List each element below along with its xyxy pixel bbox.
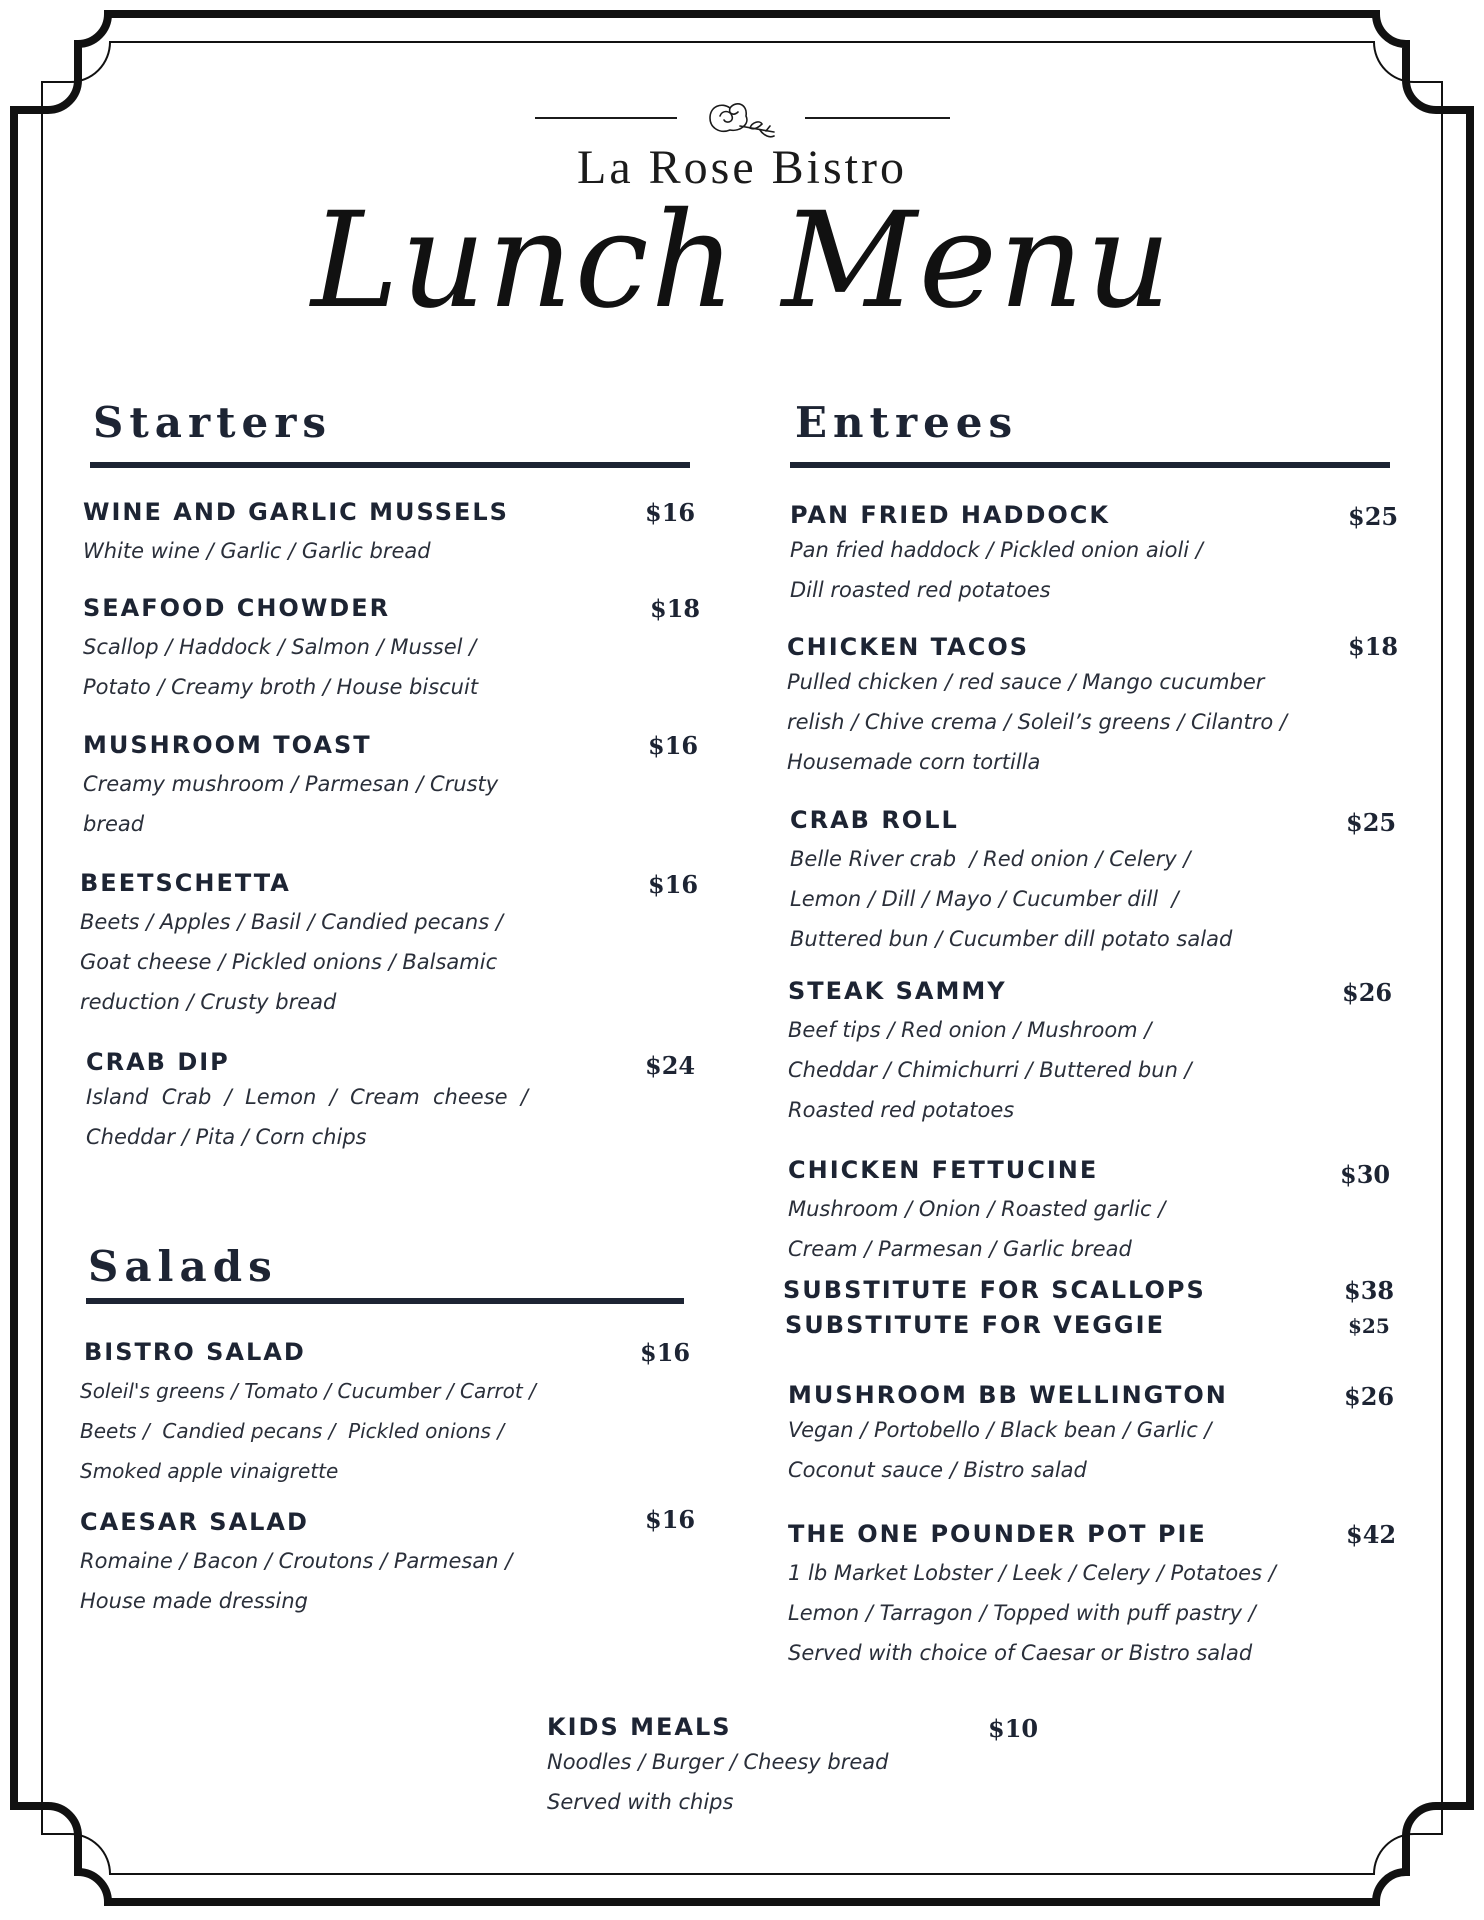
item-price: $26: [1344, 1382, 1395, 1411]
item-price: $16: [645, 498, 696, 527]
desc-line: Soleil's greens / Tomato / Cucumber / Carrot /: [80, 1379, 536, 1403]
item-price: $16: [645, 1505, 696, 1534]
menu-item-seafood-chowder: [83, 593, 683, 707]
item-name: CRAB DIP: [86, 1048, 230, 1076]
substitute-scallops: SUBSTITUTE FOR SCALLOPS: [783, 1276, 1206, 1304]
item-description: [547, 1742, 1147, 1822]
brand-name: La Rose Bistro: [577, 141, 907, 194]
substitute-price: $25: [1348, 1314, 1390, 1338]
menu-item-wine-garlic-mussels: [83, 497, 683, 571]
section-rule-starters: [90, 462, 690, 468]
desc-line: Coconut sauce / Bistro salad: [788, 1458, 1087, 1482]
item-name: SEAFOOD CHOWDER: [83, 594, 391, 622]
item-price: $42: [1346, 1520, 1397, 1549]
desc-line: Beef tips / Red onion / Mushroom /: [788, 1018, 1152, 1042]
desc-line: Creamy mushroom / Parmesan / Crusty: [83, 772, 499, 796]
desc-line: Roasted red potatoes: [788, 1098, 1015, 1122]
desc-line: Housemade corn tortilla: [787, 750, 1041, 774]
desc-line: Scallop / Haddock / Salmon / Mussel /: [83, 635, 477, 659]
item-description: [790, 839, 1390, 959]
item-description: [788, 1189, 1388, 1269]
item-description: [80, 1541, 680, 1621]
item-price: $26: [1342, 978, 1393, 1007]
menu-item-pan-fried-haddock: [790, 500, 1390, 610]
desc-line: Pulled chicken / red sauce / Mango cucumber: [787, 670, 1265, 694]
menu-item-kids-meals: [547, 1712, 1147, 1822]
header-rule-left: [535, 117, 677, 119]
desc-line: Belle River crab / Red onion / Celery /: [790, 847, 1191, 871]
item-name: PAN FRIED HADDOCK: [790, 501, 1110, 529]
desc-line: Vegan / Portobello / Black bean / Garlic /: [788, 1418, 1212, 1442]
item-price: $24: [645, 1051, 696, 1080]
item-name: CHICKEN TACOS: [787, 633, 1030, 661]
item-name: THE ONE POUNDER POT PIE: [788, 1520, 1207, 1548]
desc-line: House made dressing: [80, 1589, 308, 1613]
item-description: [80, 902, 680, 1022]
item-name: BEETSCHETTA: [80, 869, 291, 897]
item-name: CRAB ROLL: [790, 806, 959, 834]
item-price: $16: [640, 1338, 691, 1367]
item-price: $25: [1346, 808, 1397, 837]
item-price: $25: [1348, 502, 1399, 531]
desc-line: Mushroom / Onion / Roasted garlic /: [788, 1197, 1166, 1221]
menu-item-bistro-salad: [80, 1337, 684, 1491]
item-price: $30: [1340, 1160, 1391, 1189]
desc-line: Lemon / Tarragon / Topped with puff pastry /: [788, 1601, 1256, 1625]
item-name: BISTRO SALAD: [84, 1338, 306, 1366]
item-price: $18: [650, 594, 701, 623]
desc-line: Pan fried haddock / Pickled onion aioli /: [790, 538, 1203, 562]
item-description: [83, 531, 683, 571]
substitute-veggie: SUBSTITUTE FOR VEGGIE: [785, 1311, 1165, 1339]
desc-line: Cheddar / Pita / Corn chips: [86, 1125, 367, 1149]
item-description: [80, 1371, 684, 1491]
desc-line: Romaine / Bacon / Croutons / Parmesan /: [80, 1549, 513, 1573]
header-rule-right: [805, 117, 950, 119]
item-description: [787, 662, 1387, 782]
desc-line: Served with chips: [547, 1790, 734, 1814]
item-description: [83, 627, 683, 707]
desc-line: Cream / Parmesan / Garlic bread: [788, 1237, 1132, 1261]
menu-item-one-pounder-pot-pie: [788, 1519, 1388, 1673]
desc-line: Goat cheese / Pickled onions / Balsamic: [80, 950, 498, 974]
section-rule-salads: [86, 1298, 684, 1304]
desc-line: Dill roasted red potatoes: [790, 578, 1051, 602]
item-name: CHICKEN FETTUCINE: [788, 1156, 1099, 1184]
desc-line: Beets / Apples / Basil / Candied pecans /: [80, 910, 503, 934]
section-title-starters: Starters: [93, 398, 332, 447]
item-description: [788, 1010, 1388, 1130]
desc-line: Beets / Candied pecans / Pickled onions /: [80, 1419, 505, 1443]
menu-item-crab-roll: [790, 805, 1390, 959]
substitute-price: $38: [1344, 1276, 1395, 1305]
item-description: [86, 1077, 686, 1157]
item-price: $10: [988, 1714, 1039, 1743]
rose-icon: [700, 92, 784, 144]
menu-item-crab-dip: [86, 1047, 686, 1157]
desc-line: Island Crab / Lemon / Cream cheese /: [86, 1085, 528, 1109]
menu-item-chicken-tacos: [787, 632, 1387, 782]
menu-item-mushroom-bb-wellington: [788, 1380, 1388, 1490]
menu-item-steak-sammy: [788, 976, 1388, 1130]
desc-line: White wine / Garlic / Garlic bread: [83, 539, 431, 563]
item-name: STEAK SAMMY: [788, 977, 1007, 1005]
desc-line: Smoked apple vinaigrette: [80, 1459, 339, 1483]
desc-line: Served with choice of Caesar or Bistro salad: [788, 1641, 1253, 1665]
menu-item-chicken-fettucine: [788, 1155, 1391, 1269]
item-price: $18: [1348, 632, 1399, 661]
menu-item-caesar-salad: [80, 1507, 680, 1621]
section-title-salads: Salads: [88, 1242, 278, 1291]
item-name: KIDS MEALS: [547, 1713, 732, 1741]
menu-item-beetschetta: [80, 868, 680, 1022]
menu-item-mushroom-toast: [83, 730, 683, 844]
desc-line: Buttered bun / Cucumber dill potato salad: [790, 927, 1233, 951]
desc-line: Lemon / Dill / Mayo / Cucumber dill /: [790, 887, 1179, 911]
desc-line: reduction / Crusty bread: [80, 990, 337, 1014]
section-rule-entrees: [790, 462, 1390, 468]
item-name: MUSHROOM TOAST: [83, 731, 372, 759]
item-name: WINE AND GARLIC MUSSELS: [83, 498, 509, 526]
item-name: CAESAR SALAD: [80, 1508, 309, 1536]
desc-line: Potato / Creamy broth / House biscuit: [83, 675, 479, 699]
item-description: [790, 530, 1390, 610]
section-title-entrees: Entrees: [795, 398, 1019, 447]
item-description: [83, 764, 683, 844]
page-title: Lunch Menu: [311, 184, 1173, 338]
desc-line: Cheddar / Chimichurri / Buttered bun /: [788, 1058, 1192, 1082]
item-description: [788, 1553, 1388, 1673]
desc-line: bread: [83, 812, 145, 836]
item-description: [788, 1410, 1388, 1490]
item-price: $16: [648, 731, 699, 760]
desc-line: 1 lb Market Lobster / Leek / Celery / Potatoes /: [788, 1561, 1276, 1585]
item-name: MUSHROOM BB WELLINGTON: [788, 1381, 1228, 1409]
desc-line: relish / Chive crema / Soleil’s greens / Cilantro /: [787, 710, 1287, 734]
desc-line: Noodles / Burger / Cheesy bread: [547, 1750, 889, 1774]
item-price: $16: [648, 870, 699, 899]
